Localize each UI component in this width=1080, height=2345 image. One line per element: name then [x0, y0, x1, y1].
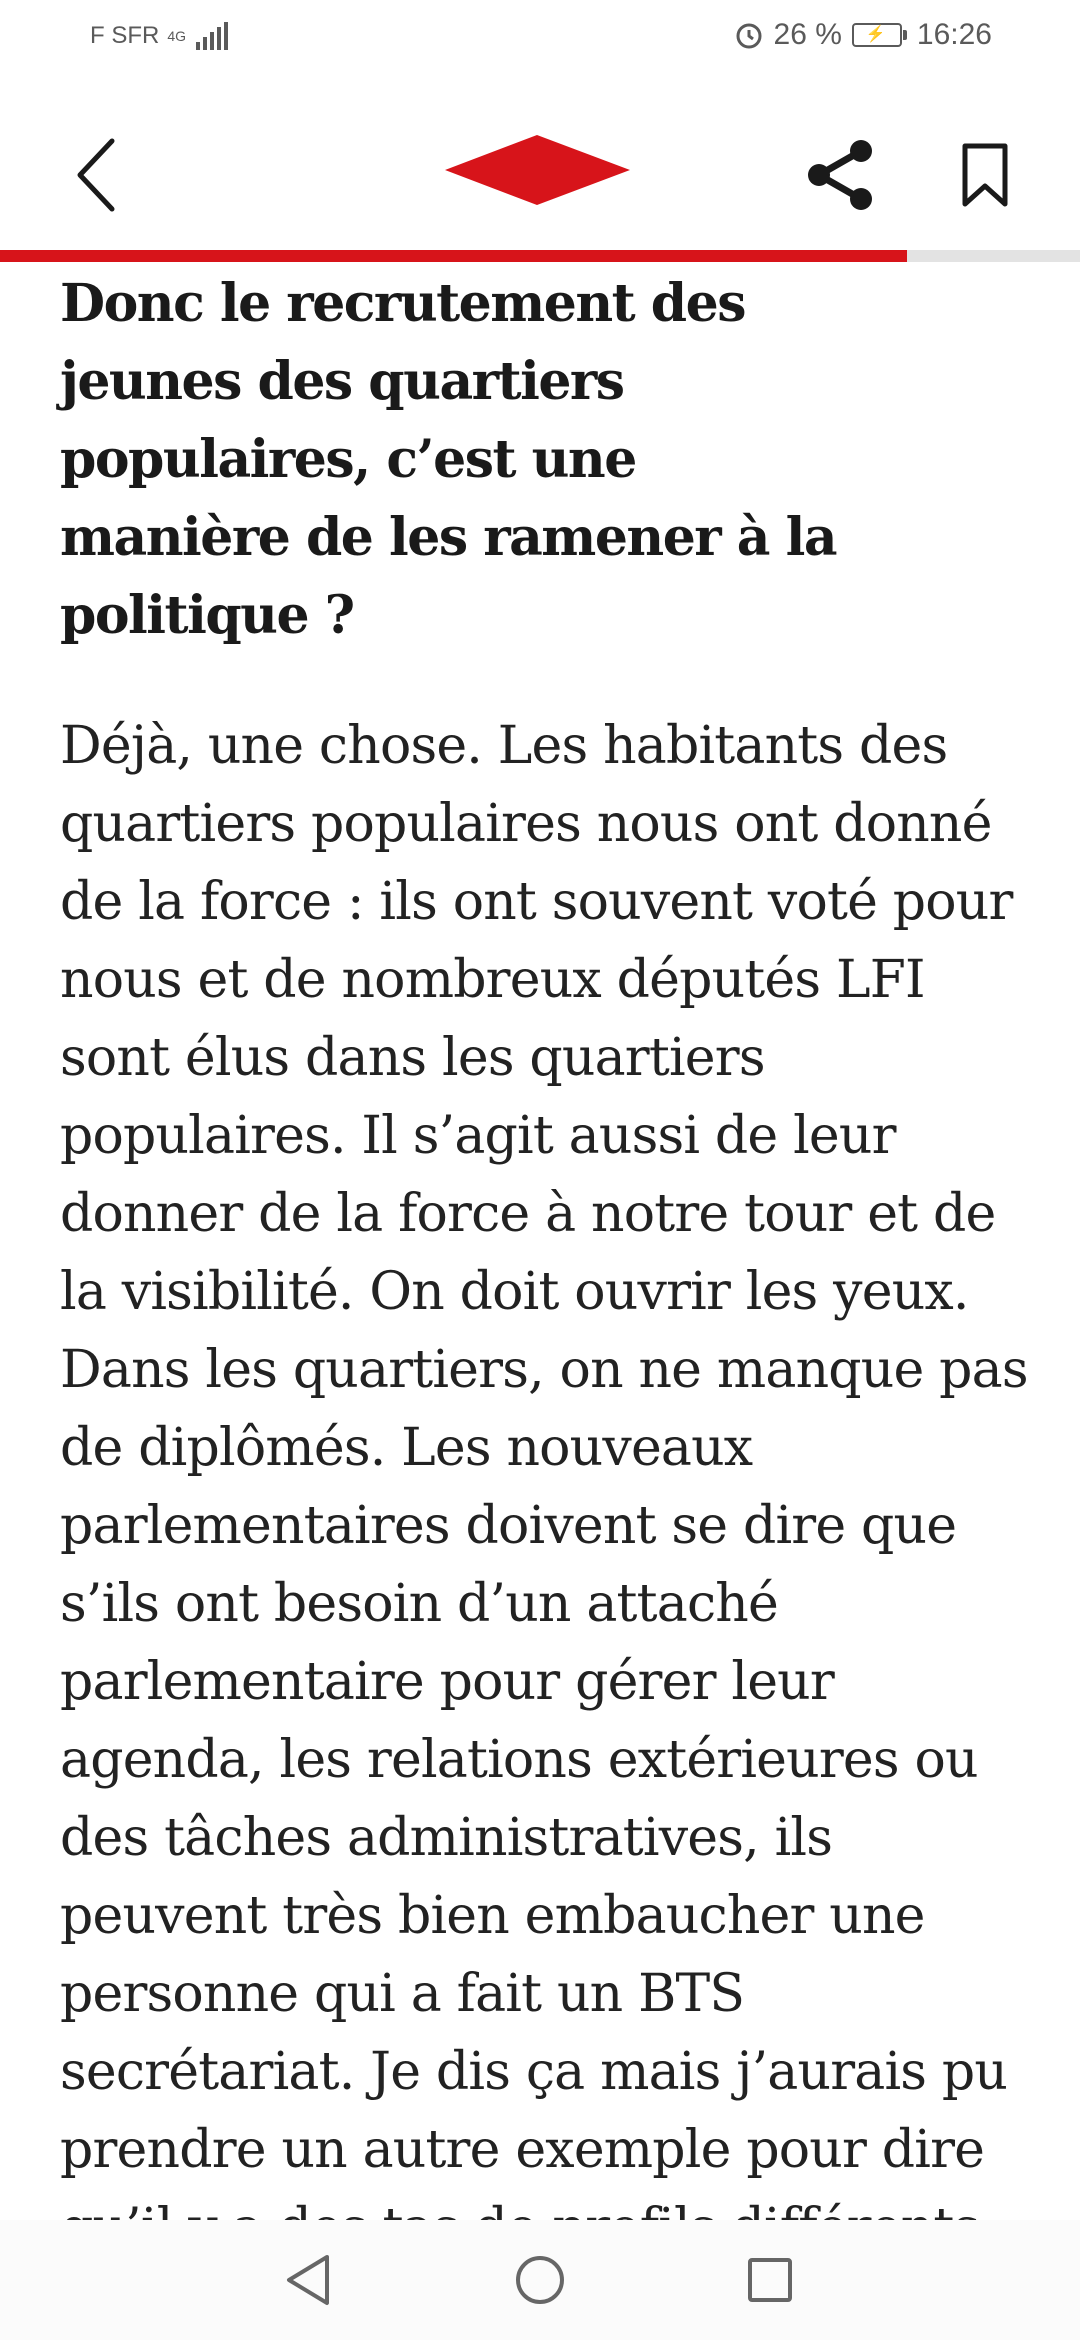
bookmark-icon	[961, 142, 1009, 208]
status-bar	[0, 0, 1080, 80]
app-header	[0, 90, 1080, 250]
system-navigation-bar	[0, 2220, 1080, 2340]
network-type: 4G	[167, 28, 187, 44]
battery-percent: 26 %	[773, 18, 842, 51]
nav-recent-button[interactable]	[735, 2245, 805, 2315]
interview-answer: Déjà, une chose. Les habitants des quartiers populaires nous ont donné de la force : ils ont souvent voté pour nous et de nombreux députés LFI sont élus dans les quartiers populaires. Il s’agit aussi de leur donner de la force à notre tour et de la visibilité. On doit ouvrir les yeux. Dans les quartiers, on ne manque pas de diplômés. Les nouveaux parlementaires doivent se dire que s’ils ont besoin d’un attaché parlementaire pour gérer leur agenda, les relations extérieures ou des tâches administratives, ils peuvent très bien embaucher une personne qui a fait un BTS secrétariat. Je dis ça mais j’aurais pu prendre un autre exemple pour dire	[60, 716, 1028, 2180]
interview-question: Donc le recrutement des jeunes des quartiers populaires, c’est une manière de les ramener à la politique ?	[60, 273, 837, 646]
battery-icon: ⚡	[852, 23, 907, 47]
clock: 16:26	[916, 18, 992, 51]
circle-home-icon	[513, 2253, 567, 2307]
reading-progress-fill	[0, 250, 907, 262]
carrier-name: F SFR	[90, 22, 160, 49]
nav-home-button[interactable]	[505, 2245, 575, 2315]
square-recent-icon	[745, 2255, 795, 2305]
nav-back-button[interactable]	[273, 2245, 343, 2315]
alarm-icon	[734, 20, 764, 50]
status-right	[734, 18, 992, 52]
signal-icon	[196, 22, 228, 50]
back-button[interactable]	[60, 120, 130, 230]
publication-logo[interactable]	[445, 130, 630, 210]
share-icon	[805, 139, 875, 211]
chevron-left-icon	[70, 135, 120, 215]
share-button[interactable]	[795, 120, 885, 230]
bookmark-button[interactable]	[950, 120, 1020, 230]
triangle-back-icon	[283, 2253, 333, 2307]
reading-progress-bar	[0, 250, 1080, 262]
red-diamond-logo	[445, 135, 630, 205]
carrier-info	[90, 22, 228, 50]
article-body	[60, 265, 1050, 2345]
